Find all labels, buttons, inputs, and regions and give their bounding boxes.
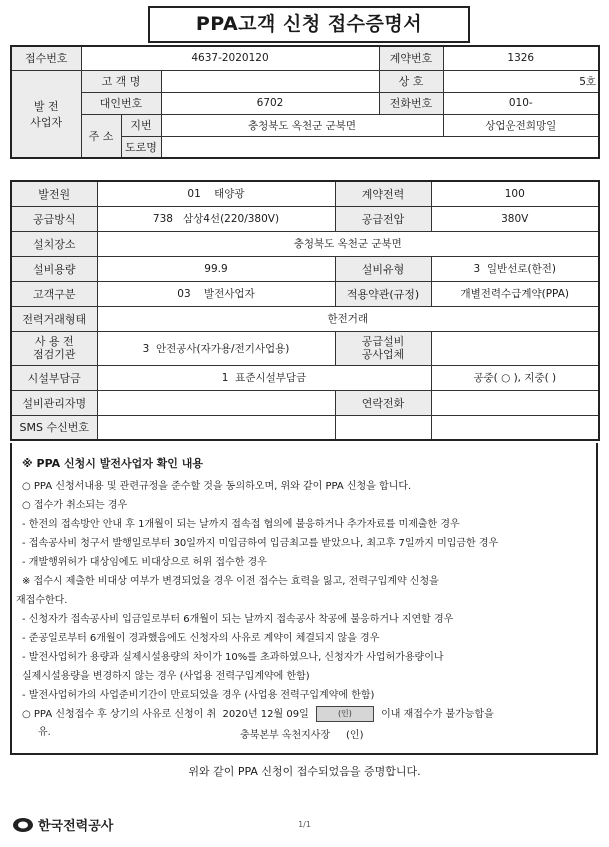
notice-line: 재접수한다. <box>16 595 68 606</box>
supplier-label: 공급설비 공사업체 <box>335 331 431 365</box>
inspection: 안전공사(자가용/전기사업용) <box>155 342 290 355</box>
sms-label: SMS 수신번호 <box>11 415 97 440</box>
customer-name-label: 고 객 명 <box>81 70 161 92</box>
applicant-group-label: 발 전 사업자 <box>11 70 81 158</box>
company-label: 상 호 <box>379 70 443 92</box>
office-signature <box>240 726 364 741</box>
location: 충청북도 옥천군 군북면 <box>97 231 599 256</box>
supply-method: 삼상4선(220/380V) <box>182 213 280 225</box>
type-code: 3 <box>473 263 481 275</box>
notice-heading: ※ PPA 신청시 발전사업자 확인 내용 <box>22 457 203 470</box>
customer-type-label: 고객구분 <box>11 281 97 306</box>
phone: 010- <box>443 92 599 114</box>
type-label: 설비유형 <box>335 256 431 281</box>
notice-line: - 신청자가 접속공사비 입금일로부터 6개월이 되는 날까지 접속공사 착공에 불응하거나 지연할 경우 <box>22 614 454 625</box>
notice-line: - 한전의 접속방안 안내 후 1개월이 되는 날까지 접속접 협의에 불응하거나 추가자료를 미제출한 경우 <box>22 519 460 530</box>
manager <box>97 390 335 415</box>
notice-date-prefix: ○ PPA 신청접수 후 상기의 사유로 신청이 취 <box>22 709 217 720</box>
date-stamp: (인) <box>316 706 374 722</box>
contract-power-label: 계약전력 <box>335 181 431 206</box>
burden-code: 1 <box>221 372 229 384</box>
trade-type: 한전거래 <box>97 306 599 331</box>
notice-date: 2020년 12월 09일 <box>222 709 309 720</box>
office-name: 충북본부 옥천지사장 <box>240 730 331 741</box>
lot-address: 충청북도 옥천군 군북면 <box>161 114 443 136</box>
burden-label: 시설부담금 <box>11 365 97 390</box>
notice-line: ※ 접수시 제출한 비대상 여부가 변경되었을 경우 이전 접수는 효력을 잃고, 전력구입계약 신청을 <box>22 576 439 587</box>
sms <box>97 415 335 440</box>
road-address <box>161 136 599 158</box>
lot-label: 지번 <box>121 114 161 136</box>
contract-power: 100 <box>431 181 599 206</box>
trade-type-label: 전력거래형태 <box>11 306 97 331</box>
capacity: 99.9 <box>97 256 335 281</box>
notice-line: - 발전사업허가의 사업준비기간이 만료되었을 경우 (사업용 전력구입계약에 한함) <box>22 690 375 701</box>
notice-date-suffix: 이내 재접수가 불가능합을 <box>381 709 494 720</box>
source-value <box>97 181 335 206</box>
notice-box <box>10 443 598 755</box>
notice-line: ○ PPA 신청서내용 및 관련규정을 준수할 것을 동의하오며, 위와 같이 PPA 신청을 합니다. <box>22 481 412 492</box>
contact-label: 연락전화 <box>335 390 431 415</box>
notice-line: - 발전사업허가 용량과 실제시설용량의 차이가 10%를 초과하였으나, 신청자가 사업허가용량이나 <box>22 652 444 663</box>
location-label: 설치장소 <box>11 231 97 256</box>
notice-line: - 개발행위허가 대상임에도 비대상으로 허위 접수한 경우 <box>22 557 267 568</box>
notice-line: ○ 접수가 취소되는 경우 <box>22 500 128 511</box>
phone-label: 전화번호 <box>379 92 443 114</box>
notice-line: 유. <box>38 727 51 738</box>
notice-line-date <box>22 705 494 722</box>
supply-voltage: 380V <box>431 206 599 231</box>
facility-table <box>10 180 600 441</box>
applicant-table <box>10 45 600 159</box>
certification-text: 위와 같이 PPA 신청이 접수되었음을 증명합니다. <box>188 765 421 778</box>
address-label: 주 소 <box>81 114 121 158</box>
contract-no: 1326 <box>443 46 599 70</box>
burden: 표준시설부담금 <box>235 372 307 384</box>
source-label: 발전원 <box>11 181 97 206</box>
supply-method-value <box>97 206 335 231</box>
type-value <box>431 256 599 281</box>
notice-line: - 접속공사비 청구서 발행일로부터 30일까지 미입금하여 입금최고를 받았으나, 최고후 7일까지 미입금한 경우 <box>22 538 499 549</box>
office-seal: (인) <box>346 730 364 741</box>
lot-extra: 상업운전희망일 <box>443 114 599 136</box>
logo-text: 한국전력공사 <box>38 819 114 834</box>
supply-method-label: 공급방식 <box>11 206 97 231</box>
terms: 개별전력수급계약(PPA) <box>431 281 599 306</box>
customer-name <box>161 70 379 92</box>
supply-code: 738 <box>152 213 173 225</box>
company-name: 5호 <box>443 70 599 92</box>
rep-no: 6702 <box>161 92 379 114</box>
manager-label: 설비관리자명 <box>11 390 97 415</box>
inspection-code: 3 <box>142 342 150 355</box>
notice-line: 실제시설용량을 변경하지 않는 경우 (사업용 전력구입계약에 한함) <box>22 671 310 682</box>
customer-type: 발전사업자 <box>204 288 255 300</box>
burden-choice: 공중( ○ ), 지중( ) <box>431 365 599 390</box>
customer-type-value <box>97 281 335 306</box>
receipt-no: 4637-2020120 <box>81 46 379 70</box>
burden-value <box>97 365 431 390</box>
contract-no-label: 계약번호 <box>379 46 443 70</box>
receipt-no-label: 접수번호 <box>11 46 81 70</box>
source: 태양광 <box>214 188 245 201</box>
supply-voltage-label: 공급전압 <box>335 206 431 231</box>
road-label: 도로명 <box>121 136 161 158</box>
terms-label: 적용약관(규정) <box>335 281 431 306</box>
inspection-label: 사 용 전 점검기관 <box>11 331 97 365</box>
rep-no-label: 대인번호 <box>81 92 161 114</box>
contact <box>431 390 599 415</box>
customer-type-code: 03 <box>177 288 191 300</box>
capacity-label: 설비용량 <box>11 256 97 281</box>
supplier <box>431 331 599 365</box>
type: 일반선로(한전) <box>486 263 556 275</box>
document-title: PPA고객 신청 접수증명서 <box>148 6 470 43</box>
source-code: 01 <box>187 188 201 201</box>
inspection-value <box>97 331 335 365</box>
notice-line: - 준공일로부터 6개월이 경과했음에도 신청자의 사유로 계약이 체결되지 않을 경우 <box>22 633 380 644</box>
page-number: 1/1 <box>298 820 311 829</box>
